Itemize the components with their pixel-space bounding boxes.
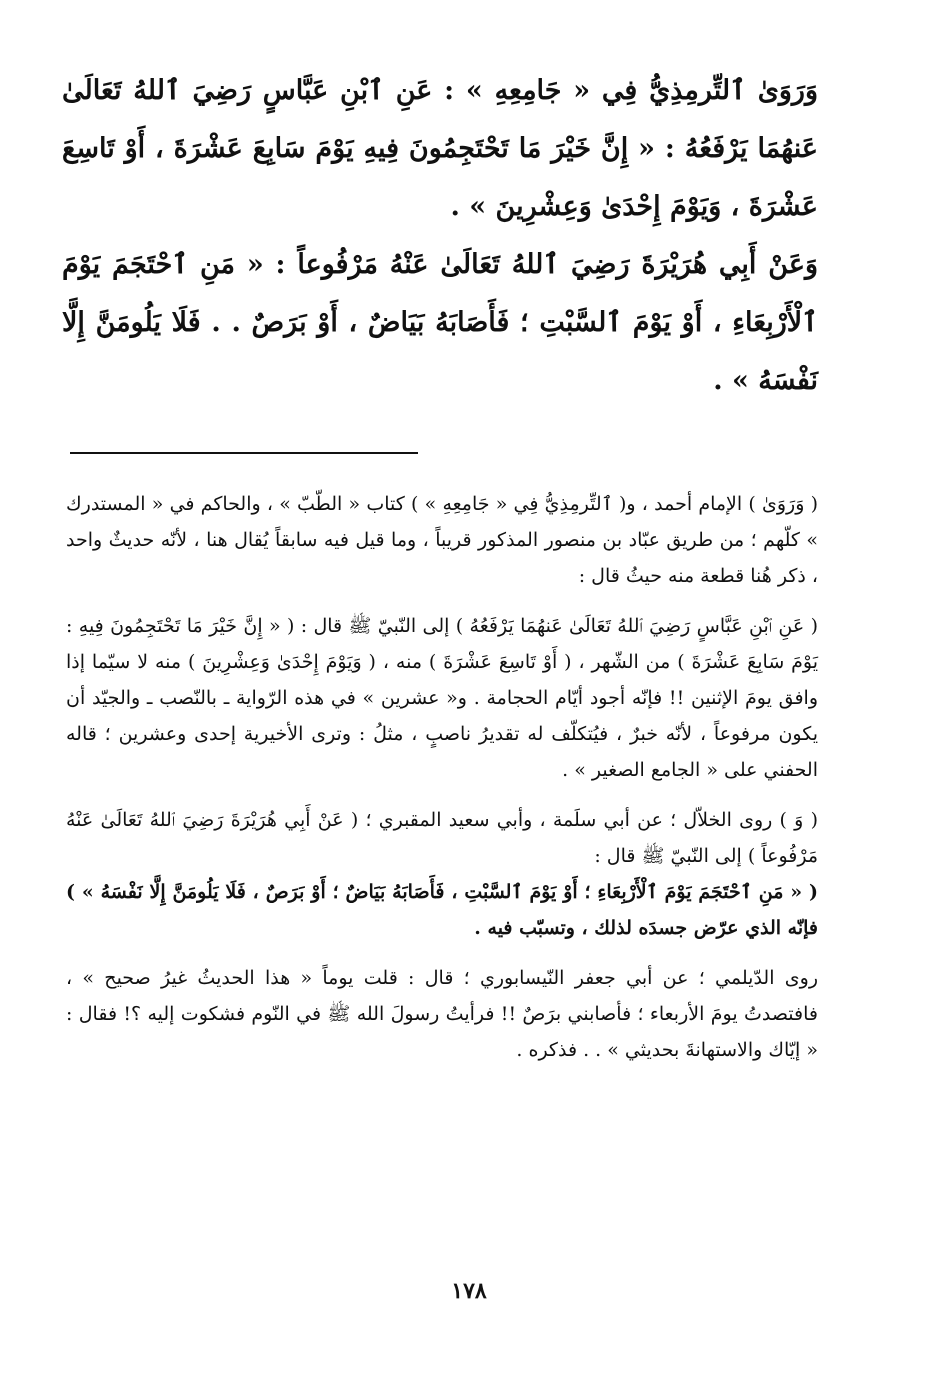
commentary-paragraph: ( « مَنِ ٱحْتَجَمَ يَوْمَ ٱلْأَرْبِعَاءِ ؛ أَوْ يَوْمَ ٱلسَّبْتِ ، فَأَصَابَهُ بَيَاضٌ ؛ أَوْ بَرَصٌ ، فَلَا يَلُومَنَّ إِلَّا نَفْسَهُ » ) فإنّه الذي عرّض جسدَه لذلك ، وتسبّب فيه . (66, 881, 818, 939)
main-text (62, 62, 818, 410)
commentary-paragraph: روى الدّيلمي ؛ عن أبي جعفر النّيسابوري ؛ قال : قلت يوماً « هذا الحديثُ غيرُ صحيح » ، فافتصدتُ يومَ الأربعاء ؛ فأصابني برَصٌ !! فرأيتُ رسولَ الله ﷺ في النّوم فشكوت إليه ؟! فقال : « إيّاك والاستهانةَ بحديثي » . . فذكره . (66, 967, 818, 1061)
commentary-paragraph: ( وَرَوَىٰ ) الإمام أحمد ، و( ٱلتِّرمِذِيُّ فِي « جَامِعِهِ » ) كتاب « الطّبّ » ، والحاكم في « المستدرك » كلّهم ؛ من طريق عبّاد بن منصور المذكور قريباً ، وما قيل فيه سابقاً يُقال هنا ، لأنّه حديثٌ واحد ، ذكر هُنا قطعة منه حيثُ قال : (66, 493, 818, 587)
commentary-text (66, 486, 818, 1068)
main-paragraph: وَعَنْ أَبِي هُرَيْرَةَ رَضِيَ ٱللهُ تَعَالَىٰ عَنْهُ مَرْفُوعاً : « مَنِ ٱحْتَجَمَ يَوْمَ ٱلْأَرْبِعَاءِ ، أَوْ يَوْمَ ٱلسَّبْتِ ؛ فَأَصَابَهُ بَيَاضٌ ، أَوْ بَرَصٌ . . فَلَا يَلُومَنَّ إِلَّا نَفْسَهُ » . (62, 249, 818, 396)
commentary-paragraph: ( وَ ) روى الخلاّل ؛ عن أبي سلَمة ، وأبي سعيد المقبري ؛ ( عَنْ أَبِي هُرَيْرَةَ رَضِيَ ٱللهُ تَعَالَىٰ عَنْهُ مَرْفُوعاً ) إلى النّبيّ ﷺ قال : (66, 809, 818, 867)
footnote-separator (70, 452, 418, 454)
main-paragraph: وَرَوَىٰ ٱلتِّرمِذِيُّ فِي « جَامِعِهِ » : عَنِ ٱبْنِ عَبَّاسٍ رَضِيَ ٱللهُ تَعَالَىٰ عَنهُمَا يَرْفَعُهُ : « إِنَّ خَيْرَ مَا تَحْتَجِمُونَ فِيهِ يَوْمَ سَابِعَ عَشْرَةَ ، أَوْ تَاسِعَ عَشْرَةَ ، وَيَوْمَ إِحْدَىٰ وَعِشْرِينَ » . (62, 75, 818, 222)
commentary-paragraph: ( عَنِ ٱبْنِ عَبَّاسٍ رَضِيَ ٱللهُ تَعَالَىٰ عَنهُمَا يَرْفَعُهُ ) إلى النّبيّ ﷺ قال : ( « إِنَّ خَيْرَ مَا تَحْتَجِمُونَ فِيهِ : يَوْمَ سَابِعَ عَشْرَةَ ) من الشّهر ، ( أَوْ تَاسِعَ عَشْرَةَ ) منه ، ( وَيَوْمَ إِحْدَىٰ وَعِشْرِينَ ) منه لا سيّما إذا وافق يومَ الإثنين !! فإنّه أجود أيّام الحجامة . و« عشرين » في هذه الرّواية ـ بالنّصب ـ والجيّد أن يكون مرفوعاً ، لأنّه خبرٌ ، فيُتكلّف له تقديرُ ناصبٍ ، مثلُ : وترى الأخيرية إحدى وعشرين ؛ قاله الحفني على « الجامع الصغير » . (66, 615, 818, 781)
page-number: ١٧٨ (451, 1278, 487, 1304)
